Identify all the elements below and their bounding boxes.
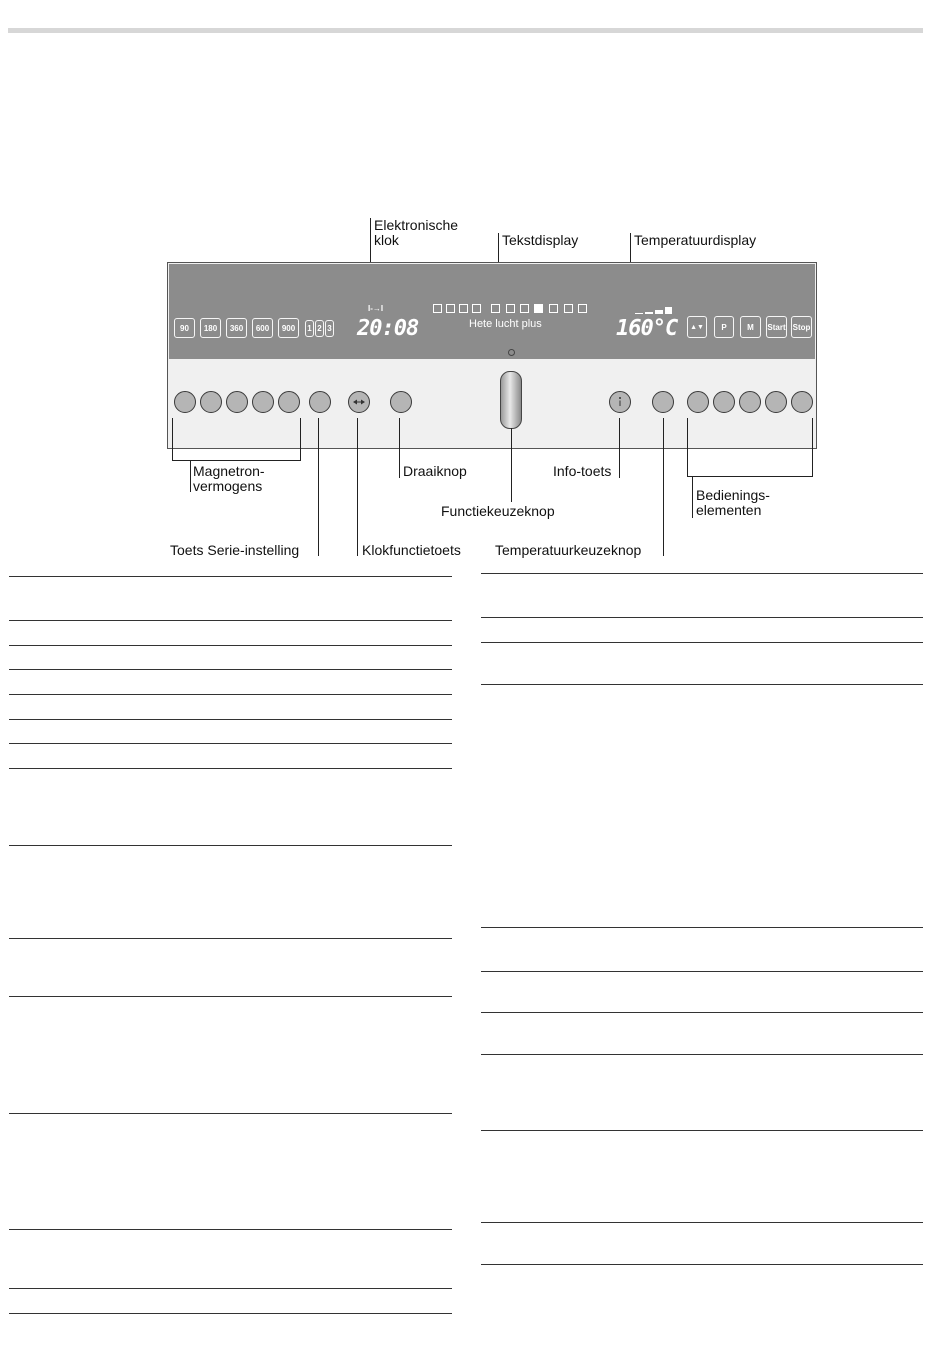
power-button-360[interactable]: 360 xyxy=(226,318,247,338)
info-knob[interactable] xyxy=(609,391,631,413)
power-knob-3[interactable] xyxy=(226,391,248,413)
top-bar xyxy=(8,28,923,33)
power-knob-1[interactable] xyxy=(174,391,196,413)
temperature-bars-icon xyxy=(635,305,672,314)
series-button-2[interactable]: 2 xyxy=(315,320,324,337)
rule-left-1 xyxy=(9,576,452,577)
function-selector-knob[interactable] xyxy=(500,371,522,429)
rule-left-8 xyxy=(9,768,452,769)
mode-icon-7 xyxy=(520,304,529,313)
leader-temperatuurkeuze xyxy=(663,418,664,556)
control-knob-3[interactable] xyxy=(739,391,761,413)
rule-left-7 xyxy=(9,743,452,744)
rule-right-5 xyxy=(481,927,923,928)
rule-left-2 xyxy=(9,620,452,621)
series-knob[interactable] xyxy=(309,391,331,413)
power-button-600[interactable]: 600 xyxy=(252,318,273,338)
control-knob-5[interactable] xyxy=(791,391,813,413)
control-button-start[interactable]: Start xyxy=(766,316,787,338)
label-draaiknop: Draaiknop xyxy=(403,463,467,479)
power-knob-2[interactable] xyxy=(200,391,222,413)
label-elektronische-klok: Elektronische klok xyxy=(374,217,459,248)
display-area xyxy=(169,264,815,359)
rotary-knob[interactable] xyxy=(390,391,412,413)
rule-left-5 xyxy=(9,694,452,695)
control-button-p[interactable]: P xyxy=(714,316,734,338)
rule-right-9 xyxy=(481,1130,923,1131)
bracket-magnetron-left xyxy=(172,418,173,461)
rule-right-11 xyxy=(481,1264,923,1265)
rule-right-4 xyxy=(481,684,923,685)
arrows-icon xyxy=(349,392,369,412)
rule-right-1 xyxy=(481,573,923,574)
label-bedienings-elementen: Bedienings- elementen xyxy=(696,487,770,518)
rule-left-3 xyxy=(9,645,452,646)
leader-serie xyxy=(318,418,319,556)
series-button-3[interactable]: 3 xyxy=(325,320,334,337)
mode-icon-2 xyxy=(446,304,455,313)
mode-icon-1 xyxy=(433,304,442,313)
bracket-bediening-left xyxy=(687,418,688,477)
label-toets-serie-instelling: Toets Serie-instelling xyxy=(170,542,300,558)
bracket-magnetron-bar xyxy=(172,460,301,461)
mode-icon-11 xyxy=(578,304,587,313)
info-icon xyxy=(610,392,630,412)
mode-text: Hete lucht plus xyxy=(469,318,542,330)
clock-function-knob[interactable] xyxy=(348,391,370,413)
mode-icon-5 xyxy=(491,304,500,313)
rule-right-8 xyxy=(481,1054,923,1055)
power-button-90[interactable]: 90 xyxy=(174,318,195,338)
label-klokfunctietoets: Klokfunctietoets xyxy=(362,542,461,558)
mode-icon-3 xyxy=(459,304,468,313)
rule-right-7 xyxy=(481,1012,923,1013)
rule-left-6 xyxy=(9,719,452,720)
leader-klokfunctie xyxy=(357,418,358,556)
control-button-m[interactable]: M xyxy=(740,316,761,338)
mode-icon-8 xyxy=(534,304,543,313)
control-button-stop[interactable]: Stop xyxy=(791,316,812,338)
bracket-magnetron-right xyxy=(300,418,301,461)
series-button-1[interactable]: 1 xyxy=(305,320,314,337)
label-temperatuurkeuzeknop: Temperatuurkeuzeknop xyxy=(495,542,642,558)
leader-bediening xyxy=(692,476,693,518)
rule-left-15 xyxy=(9,1313,452,1314)
leader-info xyxy=(619,418,620,478)
rule-right-10 xyxy=(481,1222,923,1223)
label-magnetron-vermogens: Magnetron- vermogens xyxy=(193,463,265,494)
leader-functiekeuze xyxy=(511,428,512,502)
clock-display: 20:08 xyxy=(357,316,419,341)
rule-left-14 xyxy=(9,1288,452,1289)
temperature-knob[interactable] xyxy=(652,391,674,413)
indicator-dot xyxy=(508,349,515,356)
control-knob-1[interactable] xyxy=(687,391,709,413)
rule-left-4 xyxy=(9,669,452,670)
rule-left-11 xyxy=(9,996,452,997)
power-knob-4[interactable] xyxy=(252,391,274,413)
mode-icon-6 xyxy=(506,304,515,313)
rule-left-12 xyxy=(9,1113,452,1114)
rule-right-6 xyxy=(481,971,923,972)
label-functiekeuzeknop: Functiekeuzeknop xyxy=(441,503,555,519)
power-button-180[interactable]: 180 xyxy=(200,318,221,338)
power-knob-5[interactable] xyxy=(278,391,300,413)
leader-magnetron xyxy=(190,460,191,492)
mode-icon-4 xyxy=(472,304,481,313)
control-panel xyxy=(167,262,817,449)
rule-right-2 xyxy=(481,617,923,618)
rule-left-13 xyxy=(9,1229,452,1230)
clock-timer-icon: I-→I xyxy=(368,304,384,313)
control-knob-4[interactable] xyxy=(765,391,787,413)
control-button-updown[interactable]: ▲▼ xyxy=(687,316,707,338)
mode-icon-9 xyxy=(549,304,558,313)
label-temperatuurdisplay: Temperatuurdisplay xyxy=(634,232,757,248)
label-tekstdisplay: Tekstdisplay xyxy=(502,232,579,248)
control-knob-2[interactable] xyxy=(713,391,735,413)
leader-draaiknop xyxy=(399,418,400,478)
bracket-bediening-bar xyxy=(687,476,813,477)
bracket-bediening-right xyxy=(812,418,813,477)
rule-right-3 xyxy=(481,642,923,643)
mode-icon-10 xyxy=(564,304,573,313)
rule-left-10 xyxy=(9,938,452,939)
label-info-toets: Info-toets xyxy=(553,463,612,479)
rule-left-9 xyxy=(9,845,452,846)
temperature-display: 160°C xyxy=(616,316,678,341)
power-button-900[interactable]: 900 xyxy=(278,318,299,338)
